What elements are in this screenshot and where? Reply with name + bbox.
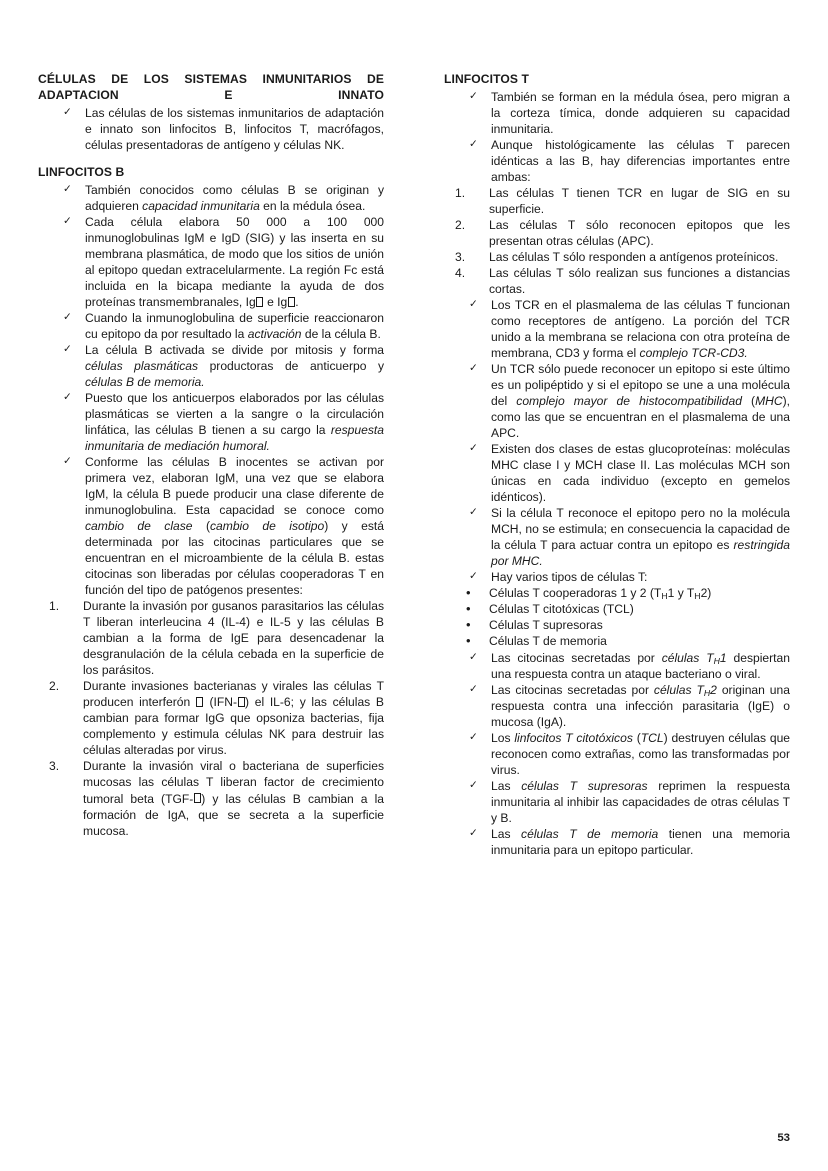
list-item	[444, 297, 790, 361]
text-part: (	[741, 394, 756, 409]
list-item-text	[85, 391, 384, 453]
right-column	[444, 72, 790, 858]
text-part: ) el IL-6; y las células B cambian para formar IgG que opsoniza bacterias, fija complemento y estimula células NK para destruir las células alteradas por virus.	[83, 695, 384, 758]
section-heading-linfocitos-t: LINFOCITOS T	[444, 72, 529, 86]
emphasis-text: capacidad inmunitaria	[142, 198, 260, 213]
list-item-text	[83, 679, 384, 757]
sublist-tipos-celulas-t	[444, 585, 790, 649]
text-part: Las citocinas secretadas por	[491, 682, 654, 697]
list-item-text	[489, 586, 711, 600]
list-item-text: Durante la invasión por gusanos parasitarios las células T liberan interleucina 4 (IL-4) e IL-5 y las células B cambian a la forma de IgE para desencadenar la desgranulación de la célula cebada en la superficie de los parásitos.	[83, 599, 384, 678]
list-item	[444, 137, 790, 185]
list-item-text	[491, 731, 790, 777]
list-item	[444, 826, 790, 858]
list-linfocitos-t-bottom	[444, 650, 790, 858]
list-item-text: Las células T tienen TCR en lugar de SIG en su superficie.	[489, 186, 790, 217]
list-item	[444, 601, 790, 617]
list-item	[444, 617, 790, 633]
list-number: 1.	[49, 599, 60, 614]
list-item	[444, 778, 790, 826]
text-part: originan una respuesta contra una infección parasitaria (IgE) o mucosa (IgA).	[491, 682, 790, 729]
list-item-text: También se forman en la médula ósea, pero migran a la corteza tímica, donde adquieren su capacidad inmunitaria.	[491, 89, 790, 136]
missing-glyph-box	[288, 297, 295, 307]
check-icon: ✓	[469, 442, 478, 455]
dot-bullet-icon: •	[466, 585, 471, 601]
list-item	[444, 650, 790, 682]
list-linfocitos-t-mid	[444, 297, 790, 585]
missing-glyph-box	[256, 297, 263, 307]
subscript-text: H	[713, 655, 720, 666]
emphasis-text	[654, 683, 717, 697]
list-item-text	[491, 362, 790, 440]
list-item	[38, 182, 384, 214]
list-item-text: Las células T sólo responden a antígenos proteínicos.	[489, 250, 779, 265]
list-item-text: Las células T sólo reconocen epitopos que les presentan otras células (APC).	[489, 218, 790, 249]
check-icon: ✓	[63, 343, 72, 356]
list-number: 3.	[455, 250, 466, 265]
text-part: despiertan una respuesta contra un ataque bacteriano o viral.	[491, 650, 790, 681]
list-item	[444, 185, 790, 217]
text-part: Conforme las células B inocentes se activan por primera vez, elaboran IgM, una vez que se elabora IgM, la célula B puede producir una clase diferente de inmunoglobulina. Esta capacidad se conoce como	[85, 455, 384, 518]
dot-bullet-icon: •	[466, 601, 471, 617]
list-item	[444, 730, 790, 778]
text-part: ) y las células B cambian a la formación de IgA, que se secreta a la superficie mucosa.	[83, 791, 384, 838]
emphasis-text	[662, 651, 727, 665]
check-icon: ✓	[63, 214, 72, 227]
list-item-text: Las células T sólo realizan sus funciones a distancias cortas.	[489, 266, 790, 297]
list-item	[38, 214, 384, 310]
emphasis-text: restringida por MHC.	[491, 538, 790, 569]
list-number: 4.	[455, 266, 466, 281]
text-part: Cuando la inmunoglobulina de superficie reaccionaron cu epitopo da por resultado la	[85, 311, 384, 342]
emphasis-text: células B de memoria.	[85, 375, 205, 390]
spacer	[38, 153, 384, 165]
list-number: 2.	[49, 679, 60, 694]
text-part: Células T cooperadoras 1 y 2 (T	[489, 586, 662, 601]
check-icon: ✓	[63, 105, 72, 118]
list-item-text: Células T de memoria	[489, 634, 607, 649]
text-part: Si la célula T reconoce el epitopo pero no la molécula MCH, no se estimula; en consecuencia la capacidad de la célula T para actuar contra un epitopo es	[491, 506, 790, 553]
list-item	[38, 598, 384, 678]
emphasis-text: linfocitos T citotóxicos	[514, 730, 633, 745]
list-item	[444, 633, 790, 649]
text-part: Un TCR sólo puede reconocer un epitopo si este último es un polipéptido y si el epitopo se une a una molécula del	[491, 362, 790, 409]
list-item-text	[491, 827, 790, 857]
list-item-text: Células T supresoras	[489, 618, 603, 633]
section-heading-celulas-sistemas: CÉLULAS DE LOS SISTEMAS INMUNITARIOS DE ADAPTACION E INNATO	[38, 72, 384, 102]
text-part: 2)	[700, 586, 712, 601]
left-column	[38, 72, 384, 839]
text-part: Cada célula elabora 50 000 a 100 000 inmunoglobulinas IgM e IgD (SIG) y las inserta en su membrana plasmática, de modo que los sitios de unión al epitopo quedan extracelularmente. La región Fc está incluida en la bicapa mediante la ayuda de dos proteínas transmembranales, Ig	[85, 214, 384, 310]
check-icon: ✓	[469, 506, 478, 519]
list-item	[444, 585, 790, 601]
check-icon: ✓	[469, 89, 478, 102]
check-icon: ✓	[469, 778, 478, 791]
check-icon: ✓	[469, 730, 478, 743]
text-part: e Ig	[263, 295, 288, 310]
sublist-diferencias	[444, 185, 790, 297]
emphasis-text: cambio de clase	[85, 519, 193, 534]
text-part: 2	[710, 682, 717, 697]
text-part: 1	[719, 650, 727, 665]
sublist-patogenos	[38, 598, 384, 838]
list-item	[444, 569, 790, 585]
list-item-text	[85, 183, 384, 213]
list-item-text	[85, 455, 384, 597]
emphasis-text: células T de memoria	[521, 826, 659, 841]
emphasis-text: TCL	[640, 730, 664, 745]
list-item	[444, 361, 790, 441]
list-item-text	[491, 651, 790, 681]
text-part: (	[192, 519, 210, 534]
text-part: ) destruyen células que reconocen como extrañas, como las transformadas por virus.	[491, 730, 791, 777]
list-item-text	[85, 311, 384, 341]
list-item	[444, 249, 790, 265]
list-linfocitos-t-top	[444, 89, 790, 185]
text-part: Las citocinas secretadas por	[491, 650, 662, 665]
text-part: Las	[491, 826, 522, 841]
list-item	[444, 505, 790, 569]
text-part: productoras de anticuerpo y	[198, 359, 384, 374]
list-item-text	[85, 215, 384, 309]
text-part: células T	[653, 682, 704, 697]
text-part: Durante invasiones bacterianas y virales las células T producen interferón	[83, 679, 384, 710]
section-heading-linfocitos-b: LINFOCITOS B	[38, 164, 125, 179]
emphasis-text: cambio de isotipo	[209, 519, 325, 534]
emphasis-text: activación	[247, 327, 302, 342]
text-part: Los	[491, 730, 515, 745]
list-item-text: Hay varios tipos de células T:	[491, 570, 648, 585]
list-item	[38, 310, 384, 342]
missing-glyph-box	[196, 697, 203, 707]
two-column-layout	[38, 72, 790, 858]
text-part: de la célula B.	[301, 327, 381, 342]
list-item-text	[491, 506, 790, 568]
emphasis-text: células plasmáticas	[85, 359, 199, 374]
list-item-text	[491, 683, 790, 729]
text-part: Puesto que los anticuerpos elaborados por las células plasmáticas se vierten a la sangre o la circulación linfática, las células B tienen a su cargo la	[85, 391, 384, 438]
subscript-text: H	[661, 591, 668, 602]
text-part: 1 y T	[667, 586, 695, 601]
check-icon: ✓	[63, 182, 72, 195]
list-item	[444, 89, 790, 137]
text-part: reprimen la respuesta inmunitaria al inhibir las capacidades de otras células T y B.	[491, 778, 791, 825]
text-part: Los TCR en el plasmalema de las células T funcionan como receptores de antígeno. La porción del TCR unido a la membrana se relaciona con otra proteína de membrana, CD3 y forma el	[491, 298, 790, 361]
subscript-text: H	[703, 687, 711, 698]
emphasis-text: complejo mayor de histocompatibilidad	[516, 394, 742, 409]
text-part: Durante la invasión viral o bacteriana de superficies mucosas las células T liberan factor de crecimiento tumoral beta (TGF-	[83, 759, 384, 806]
emphasis-text: MHC	[755, 394, 783, 409]
list-item	[38, 105, 384, 153]
check-icon: ✓	[469, 570, 478, 583]
emphasis-text: respuesta inmunitaria de mediación humoral.	[85, 423, 384, 454]
check-icon: ✓	[469, 298, 478, 311]
list-item-text	[83, 759, 384, 837]
text-part: (	[632, 730, 641, 745]
text-part: ) y está determinada por las citocinas particulares que se encuentran en el microambiente de la célula B. estas citocinas son liberadas por células cooperadoras T en función del tipo de patógenos presentes:	[85, 519, 384, 598]
check-icon: ✓	[469, 682, 478, 695]
list-number: 2.	[455, 218, 466, 233]
check-icon: ✓	[469, 650, 478, 663]
text-part: (IFN-	[203, 695, 238, 710]
dot-bullet-icon: •	[466, 633, 471, 649]
emphasis-text: complejo TCR-CD3.	[639, 346, 748, 361]
list-item	[444, 682, 790, 730]
list-item	[38, 758, 384, 838]
text-part: ), como las que se encuentran en el plasmalema de una APC.	[491, 394, 791, 441]
list-item-text	[85, 343, 384, 389]
list-item-text: Células T citotóxicas (TCL)	[489, 602, 634, 617]
list-item-text: Existen dos clases de estas glucoproteínas: moléculas MHC clase I y MCH clase II. Las moléculas MCH son únicas en cada individuo (excepto en gemelos idénticos).	[491, 442, 790, 505]
list-item	[444, 441, 790, 505]
subscript-text: H	[694, 591, 701, 602]
list-number: 3.	[49, 759, 60, 774]
text-part: También conocidos como células B se originan y adquieren	[85, 182, 384, 213]
list-item	[38, 454, 384, 598]
check-icon: ✓	[469, 826, 478, 839]
list-linfocitos-b	[38, 182, 384, 598]
list-item	[38, 342, 384, 390]
check-icon: ✓	[469, 362, 478, 375]
list-item-text: Aunque histológicamente las células T parecen idénticas a las B, hay diferencias importantes entre ambas:	[491, 138, 790, 185]
page-number: 53	[777, 1132, 790, 1144]
dot-bullet-icon: •	[466, 617, 471, 633]
text-part: .	[295, 295, 299, 310]
list-celulas-sistemas	[38, 105, 384, 153]
list-item-text: Las células de los sistemas inmunitarios de adaptación e innato son linfocitos B, linfocitos T, macrófagos, células presentadoras de antígeno y células NK.	[85, 105, 384, 152]
list-item-text	[491, 298, 790, 360]
list-item	[38, 678, 384, 758]
text-part: Las	[491, 778, 522, 793]
check-icon: ✓	[63, 311, 72, 324]
text-part: tienen una memoria inmunitaria para un epitopo particular.	[491, 826, 791, 857]
check-icon: ✓	[63, 391, 72, 404]
list-item-text	[491, 779, 790, 825]
text-part: La célula B activada se divide por mitosis y forma	[85, 343, 384, 358]
text-part: células T	[661, 650, 714, 665]
list-item	[38, 390, 384, 454]
list-item	[444, 265, 790, 297]
missing-glyph-box	[194, 793, 201, 803]
list-number: 1.	[455, 186, 466, 201]
check-icon: ✓	[63, 455, 72, 468]
list-item	[444, 217, 790, 249]
check-icon: ✓	[469, 138, 478, 150]
text-part: en la médula ósea.	[259, 198, 366, 213]
missing-glyph-box	[238, 697, 245, 707]
emphasis-text: células T supresoras	[521, 778, 648, 793]
